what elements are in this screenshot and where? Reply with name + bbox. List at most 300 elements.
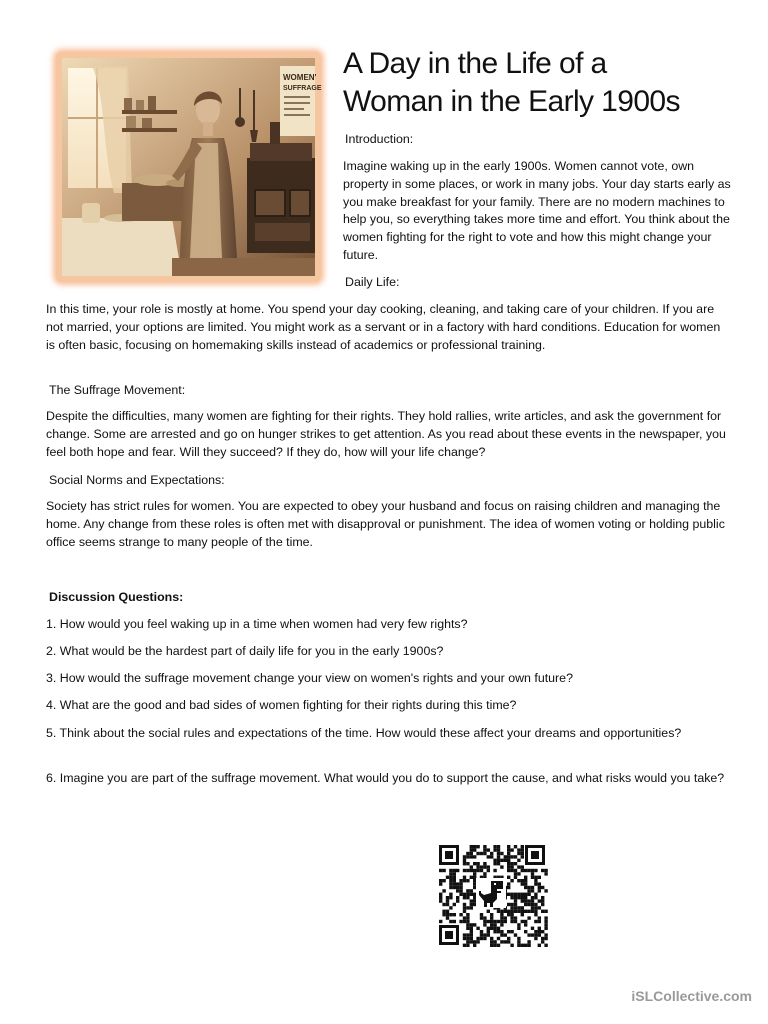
qr-module (527, 869, 530, 872)
qr-module (470, 889, 473, 892)
qr-module (531, 899, 534, 902)
qr-module (514, 872, 517, 875)
qr-module (497, 852, 500, 855)
qr-module (500, 865, 503, 868)
qr-module (531, 886, 534, 889)
qr-module (466, 855, 469, 858)
qr-module (517, 859, 520, 862)
qr-module (473, 940, 476, 943)
qr-module (466, 940, 469, 943)
qr-module (500, 933, 503, 936)
qr-module (517, 927, 520, 930)
qr-module (514, 893, 517, 896)
qr-module (449, 886, 452, 889)
qr-module (493, 869, 496, 872)
qr-module (490, 913, 493, 916)
qr-module (541, 886, 544, 889)
qr-module (476, 865, 479, 868)
qr-finder-top-left (439, 845, 459, 865)
qr-module (449, 869, 452, 872)
qr-module (514, 855, 517, 858)
qr-module (507, 862, 510, 865)
qr-module (517, 906, 520, 909)
qr-module (456, 889, 459, 892)
qr-module (459, 886, 462, 889)
qr-module (538, 930, 541, 933)
qr-module (442, 903, 445, 906)
qr-module (449, 893, 452, 896)
qr-module (497, 927, 500, 930)
qr-module (483, 852, 486, 855)
qr-module (521, 882, 524, 885)
norms-paragraph: Society has strict rules for women. You are expected to obey your husband and focus on raising children and managing the home. Any change from these roles is often met with disapproval or punishment. The idea of women voting or holding public office seems strange to many people of the time. (46, 499, 725, 549)
discussion-heading: Discussion Questions: (49, 590, 184, 604)
qr-module (456, 882, 459, 885)
qr-module (493, 930, 496, 933)
qr-module (507, 848, 510, 851)
qr-module (541, 896, 544, 899)
qr-module (466, 913, 469, 916)
qr-module (527, 893, 530, 896)
qr-module (446, 913, 449, 916)
qr-module (497, 855, 500, 858)
qr-module (524, 876, 527, 879)
qr-module (453, 903, 456, 906)
qr-module (521, 906, 524, 909)
qr-module (493, 927, 496, 930)
qr-module (459, 913, 462, 916)
qr-module (507, 859, 510, 862)
question-3: 3. How would the suffrage movement change your view on women's rights and your own future? (46, 671, 573, 685)
qr-module (510, 906, 513, 909)
qr-module (514, 845, 517, 848)
qr-module (463, 896, 466, 899)
qr-module (521, 899, 524, 902)
qr-module (463, 903, 466, 906)
qr-module (446, 903, 449, 906)
qr-module (449, 879, 452, 882)
qr-module (524, 920, 527, 923)
qr-module (463, 937, 466, 940)
qr-module (521, 896, 524, 899)
qr-module (521, 893, 524, 896)
qr-module (463, 869, 466, 872)
qr-module (531, 889, 534, 892)
qr-module (527, 903, 530, 906)
qr-module (504, 940, 507, 943)
qr-module (517, 893, 520, 896)
qr-module (510, 913, 513, 916)
qr-module (517, 944, 520, 947)
qr-module (517, 872, 520, 875)
qr-module (500, 940, 503, 943)
qr-module (449, 882, 452, 885)
qr-module (521, 845, 524, 848)
qr-module (541, 930, 544, 933)
question-1: 1. How would you feel waking up in a time when women had very few rights? (46, 617, 468, 631)
title-line-2: Woman in the Early 1900s (343, 85, 680, 118)
qr-module (466, 916, 469, 919)
qr-module (466, 923, 469, 926)
qr-module (473, 869, 476, 872)
qr-module (514, 906, 517, 909)
qr-module (497, 930, 500, 933)
qr-module (524, 896, 527, 899)
qr-module (531, 910, 534, 913)
qr-module (483, 845, 486, 848)
qr-module (483, 865, 486, 868)
qr-module (493, 859, 496, 862)
qr-module (439, 879, 442, 882)
qr-module (534, 933, 537, 936)
qr-module (466, 852, 469, 855)
qr-module (534, 876, 537, 879)
qr-module (473, 886, 476, 889)
qr-module (534, 906, 537, 909)
qr-module (449, 896, 452, 899)
qr-module (456, 896, 459, 899)
qr-module (524, 879, 527, 882)
qr-module (527, 916, 530, 919)
qr-module (507, 940, 510, 943)
qr-module (507, 886, 510, 889)
qr-module (480, 852, 483, 855)
qr-module (531, 896, 534, 899)
qr-module (521, 869, 524, 872)
qr-module (521, 848, 524, 851)
qr-module (534, 896, 537, 899)
qr-module (538, 899, 541, 902)
qr-module (453, 876, 456, 879)
qr-module (514, 876, 517, 879)
qr-module (483, 920, 486, 923)
qr-module (510, 869, 513, 872)
qr-module (459, 920, 462, 923)
qr-module (517, 896, 520, 899)
qr-module (487, 869, 490, 872)
qr-module (497, 859, 500, 862)
qr-module (480, 865, 483, 868)
qr-module (463, 933, 466, 936)
qr-module (453, 872, 456, 875)
qr-module (527, 910, 530, 913)
qr-module (534, 903, 537, 906)
qr-module (483, 916, 486, 919)
qr-module (541, 899, 544, 902)
qr-module (470, 865, 473, 868)
qr-module (531, 876, 534, 879)
qr-module (500, 910, 503, 913)
qr-module (470, 940, 473, 943)
qr-module (531, 903, 534, 906)
qr-module (517, 910, 520, 913)
qr-module (466, 869, 469, 872)
qr-module (453, 920, 456, 923)
qr-module (510, 916, 513, 919)
qr-module (534, 920, 537, 923)
qr-module (466, 920, 469, 923)
qr-module (544, 920, 547, 923)
qr-module (473, 896, 476, 899)
qr-module (463, 916, 466, 919)
qr-module (480, 869, 483, 872)
qr-module (480, 930, 483, 933)
qr-module (473, 879, 476, 882)
qr-module (470, 845, 473, 848)
qr-module (510, 893, 513, 896)
qr-module (466, 927, 469, 930)
qr-module (463, 910, 466, 913)
qr-module (524, 893, 527, 896)
qr-module (544, 944, 547, 947)
qr-module (510, 896, 513, 899)
qr-module (507, 903, 510, 906)
qr-module (531, 933, 534, 936)
qr-module (531, 906, 534, 909)
qr-module (510, 855, 513, 858)
qr-module (476, 852, 479, 855)
qr-module (500, 859, 503, 862)
qr-module (449, 913, 452, 916)
qr-module (524, 869, 527, 872)
qr-module (487, 855, 490, 858)
qr-module (456, 899, 459, 902)
qr-module (500, 852, 503, 855)
question-5: 5. Think about the social rules and expectations of the time. How would these affect your dreams and opportunities? (46, 726, 682, 740)
qr-module (463, 920, 466, 923)
qr-module (507, 852, 510, 855)
qr-module (521, 879, 524, 882)
qr-module (463, 906, 466, 909)
qr-module (507, 937, 510, 940)
qr-module (517, 848, 520, 851)
qr-finder-top-right (525, 845, 545, 865)
qr-module (439, 896, 442, 899)
qr-module (517, 940, 520, 943)
qr-module (490, 937, 493, 940)
qr-module (470, 899, 473, 902)
qr-module (480, 913, 483, 916)
qr-module (456, 886, 459, 889)
qr-module (439, 882, 442, 885)
qr-module (514, 933, 517, 936)
qr-module (510, 920, 513, 923)
qr-module (463, 876, 466, 879)
qr-module (456, 869, 459, 872)
qr-module (470, 933, 473, 936)
qr-module (510, 862, 513, 865)
qr-module (504, 920, 507, 923)
qr-module (449, 872, 452, 875)
qr-module (544, 889, 547, 892)
qr-module (473, 876, 476, 879)
qr-module (483, 923, 486, 926)
qr-module (466, 896, 469, 899)
qr-module (544, 927, 547, 930)
qr-module (463, 855, 466, 858)
qr-module (463, 893, 466, 896)
qr-module (476, 940, 479, 943)
qr-module (514, 862, 517, 865)
qr-module (524, 944, 527, 947)
qr-module (497, 845, 500, 848)
site-watermark: iSLCollective.com (631, 988, 752, 1004)
qr-module (524, 903, 527, 906)
qr-module (507, 865, 510, 868)
qr-module (490, 852, 493, 855)
qr-module (504, 916, 507, 919)
qr-module (531, 872, 534, 875)
qr-module (514, 916, 517, 919)
qr-module (490, 944, 493, 947)
qr-module (453, 882, 456, 885)
qr-module (493, 862, 496, 865)
qr-module (470, 876, 473, 879)
qr-module (466, 893, 469, 896)
qr-module (493, 848, 496, 851)
qr-module (538, 886, 541, 889)
qr-module (524, 910, 527, 913)
qr-module (476, 869, 479, 872)
qr-module (514, 910, 517, 913)
qr-module (449, 876, 452, 879)
qr-module (470, 937, 473, 940)
qr-module (517, 937, 520, 940)
qr-module (538, 876, 541, 879)
qr-module (470, 930, 473, 933)
qr-module (453, 869, 456, 872)
qr-module (493, 944, 496, 947)
qr-module (483, 933, 486, 936)
daily-life-paragraph: In this time, your role is mostly at home. You spend your day cooking, cleaning, and taking care of your children. If you are not married, your options are limited. You might work as a servant or in a factory with hard conditions. Education for women is often basic, focusing on homemaking skills instead of academics or professional training. (46, 302, 721, 352)
qr-module (446, 899, 449, 902)
qr-module (507, 845, 510, 848)
intro-paragraph: Imagine waking up in the early 1900s. Women cannot vote, own property in some places, or work in many jobs. Your day starts early as you make breakfast for your family. There are no modern machines to help you, so everything takes more time and effort. You think about the women fighting for the right to vote and how this might change your future. (343, 159, 731, 262)
qr-module (470, 869, 473, 872)
qr-module (521, 944, 524, 947)
qr-module (504, 910, 507, 913)
qr-module (514, 903, 517, 906)
qr-module (517, 865, 520, 868)
qr-module (493, 940, 496, 943)
qr-module (521, 910, 524, 913)
qr-module (517, 879, 520, 882)
qr-module (473, 848, 476, 851)
qr-module (463, 944, 466, 947)
qr-module (466, 944, 469, 947)
qr-module (446, 916, 449, 919)
qr-module (514, 896, 517, 899)
qr-module (507, 913, 510, 916)
qr-module (514, 920, 517, 923)
qr-module (442, 913, 445, 916)
qr-module (534, 910, 537, 913)
qr-module (500, 930, 503, 933)
qr-module (507, 869, 510, 872)
qr-module (490, 855, 493, 858)
suffrage-paragraph: Despite the difficulties, many women are fighting for their rights. They hold rallies, write articles, and ask the government for change. Some are arrested and go on hunger strikes to get attention. As you read about these events in the newspaper, you feel both hope and fear. Will they succeed? If they do, how will your life change? (46, 409, 726, 459)
qr-module (470, 855, 473, 858)
qr-module (466, 879, 469, 882)
qr-module (544, 933, 547, 936)
qr-module (483, 862, 486, 865)
qr-module (490, 927, 493, 930)
qr-module (476, 845, 479, 848)
qr-module (497, 920, 500, 923)
qr-module (449, 920, 452, 923)
qr-module (473, 882, 476, 885)
qr-module (500, 916, 503, 919)
qr-code[interactable] (437, 843, 547, 947)
qr-module (544, 869, 547, 872)
qr-module (483, 937, 486, 940)
qr-module (534, 879, 537, 882)
qr-module (466, 933, 469, 936)
qr-module (521, 920, 524, 923)
qr-module (470, 903, 473, 906)
qr-module (473, 923, 476, 926)
qr-module (439, 869, 442, 872)
poster-text-1: WOMEN' (283, 73, 317, 82)
norms-heading: Social Norms and Expectations: (49, 473, 225, 487)
qr-module (439, 893, 442, 896)
qr-module (446, 896, 449, 899)
qr-module (487, 848, 490, 851)
qr-module (507, 876, 510, 879)
qr-module (544, 872, 547, 875)
qr-module (487, 910, 490, 913)
qr-module (497, 848, 500, 851)
qr-module (510, 910, 513, 913)
question-6: 6. Imagine you are part of the suffrage movement. What would you do to support the cause, and what risks would you take? (46, 771, 725, 785)
qr-module (507, 910, 510, 913)
qr-module (476, 927, 479, 930)
qr-module (541, 869, 544, 872)
qr-module (507, 930, 510, 933)
qr-finder-bottom-left (439, 925, 459, 945)
qr-module (476, 862, 479, 865)
qr-module (449, 906, 452, 909)
qr-module (514, 899, 517, 902)
qr-module (510, 879, 513, 882)
qr-module (510, 848, 513, 851)
qr-module (510, 903, 513, 906)
qr-module (473, 845, 476, 848)
poster-text-2: SUFFRAGE (283, 85, 322, 92)
qr-module (483, 872, 486, 875)
qr-module (534, 882, 537, 885)
qr-module (442, 869, 445, 872)
qr-module (514, 869, 517, 872)
qr-module (521, 865, 524, 868)
qr-module (517, 852, 520, 855)
qr-module (487, 865, 490, 868)
qr-module (466, 906, 469, 909)
qr-module (517, 923, 520, 926)
qr-module (534, 869, 537, 872)
qr-module (538, 882, 541, 885)
qr-module (473, 893, 476, 896)
qr-module (521, 855, 524, 858)
qr-module (504, 859, 507, 862)
qr-module (531, 869, 534, 872)
qr-module (504, 933, 507, 936)
qr-module (463, 862, 466, 865)
qr-module (497, 937, 500, 940)
qr-module (439, 899, 442, 902)
qr-module (442, 879, 445, 882)
qr-module (480, 916, 483, 919)
